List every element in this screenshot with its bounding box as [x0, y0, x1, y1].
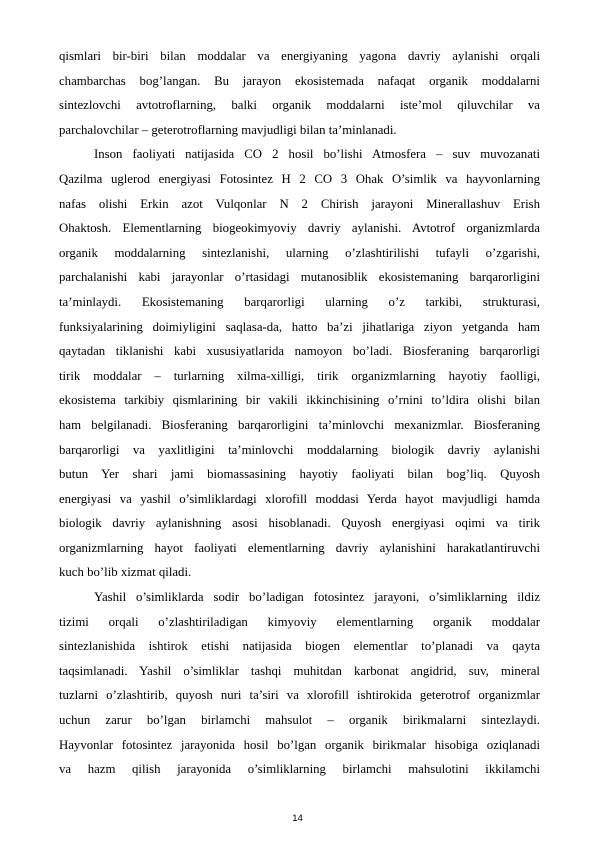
text-line: Inson faoliyati natijasida CO 2 hosil bo’lishi Atmosfera – suv muvozanati [94, 147, 540, 162]
text-line: sintezlanishida ishtirok etishi natijasida biogen elementlar to’planadi va qayta [59, 639, 540, 654]
text-line: parchalanishi kabi jarayonlar o’rtasidagi mutanosiblik ekosistemaning barqarorligini [59, 270, 540, 285]
text-line: energiyasi va yashil o’simliklardagi xlorofill moddasi Yerda hayot mavjudligi hamda [59, 491, 540, 506]
text-line: Ohaktosh. Elementlarning biogeokimyoviy davriy aylanishi. Avtotrof organizmlarda [59, 221, 540, 236]
text-line: butun Yer shari jami biomassasining hayotiy faoliyati bilan bog’liq. Quyosh [59, 467, 540, 482]
page-number: 14 [292, 813, 303, 824]
text-line: funksiyalarining doimiyligini saqlasa-da, hatto ba’zi jihatlariga ziyon yetganda ham [59, 319, 540, 334]
text-line: kuch bo’lib xizmat qiladi. [59, 565, 192, 580]
text-line: taqsimlanadi. Yashil o’simliklar tashqi muhitdan karbonat angidrid, suv, mineral [59, 663, 540, 678]
text-line: biologik davriy aylanishning asosi hisoblanadi. Quyosh energiyasi oqimi va tirik [59, 516, 540, 531]
text-line: parchalovchilar – geterotroflarning mavjudligi bilan ta’minlanadi. [59, 122, 397, 137]
text-line: ta’minlaydi. Ekosistemaning barqarorligi ularning o’z tarkibi, strukturasi, [59, 294, 540, 309]
text-line: tuzlarni o’zlashtirib, quyosh nuri ta’siri va xlorofill ishtirokida geterotrof organizmlar [59, 688, 540, 703]
text-line: ham belgilanadi. Biosferaning barqarorligini ta’minlovchi mexanizmlar. Biosferaning [59, 417, 540, 432]
text-line: barqarorligi va yaxlitligini ta’minlovchi moddalarning biologik davriy aylanishi [59, 442, 540, 457]
body-text [59, 44, 540, 782]
text-line: chambarchas bog’langan. Bu jarayon ekosistemada nafaqat organik moddalarni [59, 73, 540, 88]
text-line: organik moddalarning sintezlanishi, ularning o’zlashtirilishi tufayli o’zgarishi, [59, 245, 540, 260]
text-line: uchun zarur bo’lgan birlamchi mahsulot – organik birikmalarni sintezlaydi. [59, 713, 540, 728]
text-line: qaytadan tiklanishi kabi xususiyatlarida namoyon bo’ladi. Biosferaning barqarorligi [59, 344, 540, 359]
text-line: qismlari bir-biri bilan moddalar va energiyaning yagona davriy aylanishi orqali [59, 49, 540, 63]
text-line: ekosistema tarkibiy qismlarining bir vakili ikkinchisining o’rnini to’ldira olishi bilan [59, 393, 540, 408]
text-line: Hayvonlar fotosintez jarayonida hosil bo’lgan organik birikmalar hisobiga oziqlanadi [59, 737, 540, 752]
text-line: Qazilma uglerod energiyasi Fotosintez H 2 CO 3 Ohak O’simlik va hayvonlarning [59, 171, 540, 186]
text-line: va hazm qilish jarayonida o’simliklarning birlamchi mahsulotini ikkilamchi [59, 762, 540, 777]
text-line: tirik moddalar – turlarning xilma-xilligi, tirik organizmlarning hayotiy faolligi, [59, 368, 540, 383]
text-line: Yashil o’simliklarda sodir bo’ladigan fotosintez jarayoni, o’simliklarning ildiz [94, 590, 540, 605]
text-line: nafas olishi Erkin azot Vulqonlar N 2 Chirish jarayoni Minerallashuv Erish [59, 196, 540, 211]
text-line: sintezlovchi avtotroflarning, balki organik moddalarni iste’mol qiluvchilar va [59, 98, 540, 113]
text-line: organizmlarning hayot faoliyati elementlarning davriy aylanishini harakatlantiruvchi [59, 540, 540, 555]
text-line: tizimi orqali o’zlashtiriladigan kimyoviy elementlarning organik moddalar [59, 614, 540, 629]
